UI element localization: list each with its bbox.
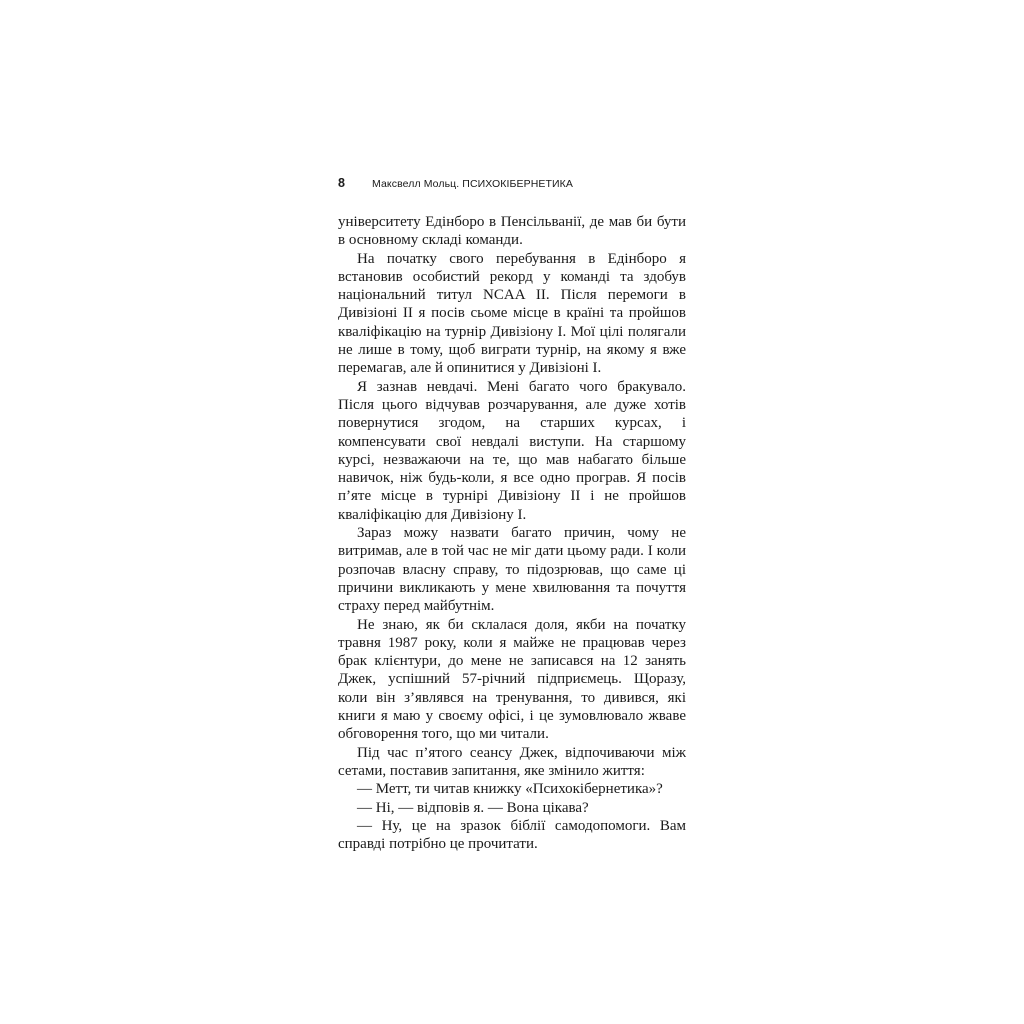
page-header xyxy=(338,176,573,192)
body-text xyxy=(338,213,686,853)
paragraph: Зараз можу назвати багато причин, чому не витримав, але в той час не міг дати цьому ради. І коли розпочав власну справу, то підозрював, що саме ці причини викликають у мене хвилювання та почуття страху перед майбутнім. xyxy=(338,525,686,615)
paragraph: університету Едінборо в Пенсільванії, де мав би бути в основному складі команди. xyxy=(338,214,686,249)
paragraph: Під час п’ятого сеансу Джек, відпочиваючи між сетами, поставив запитання, яке змінило життя: xyxy=(338,744,686,779)
running-title: Максвелл Мольц. ПСИХОКІБЕРНЕТИКА xyxy=(372,178,574,190)
paragraph: Я зазнав невдачі. Мені багато чого бракувало. Після цього відчував розчарування, але дуже хотів повернутися згодом, на старших курсах, і компенсувати свої невдалі виступи. На старшому курсі, незважаючи на те, що мав набагато більше навичок, ніж будь-коли, я все одно програв. Я посів п’яте місце в турнірі Дивізіону II і не пройшов кваліфікацію для Дивізіону I. xyxy=(338,378,686,523)
paragraph: Не знаю, як би склалася доля, якби на початку травня 1987 року, коли я майже не працював через брак клієнтури, до мене не записався на 12 занять Джек, успішний 57-річний підприємець. Щоразу, коли він з’являвся на тренування, то дивився, які книги я маю у своєму офісі, і це зумовлювало жваве обговорення того, що ми читали. xyxy=(338,616,686,743)
dialogue-line: — Ні, — відповів я. — Вона цікава? xyxy=(357,799,589,816)
dialogue-line: — Метт, ти читав книжку «Психокібернетика»? xyxy=(357,781,663,798)
paragraph: На початку свого перебування в Едінборо я встановив особистий рекорд у команді та здобув національний титул NCAA II. Після перемоги в Дивізіоні II я посів сьоме місце в країні та пройшов кваліфікацію на турнір Дивізіону I. Мої цілі полягали не лише в тому, щоб виграти турнір, на якому я вже перемагав, але й опинитися у Дивізіоні I. xyxy=(338,250,686,377)
page-number: 8 xyxy=(338,176,345,190)
dialogue-line: — Ну, це на зразок біблії самодопомоги. Вам справді потрібно це прочитати. xyxy=(338,817,686,853)
